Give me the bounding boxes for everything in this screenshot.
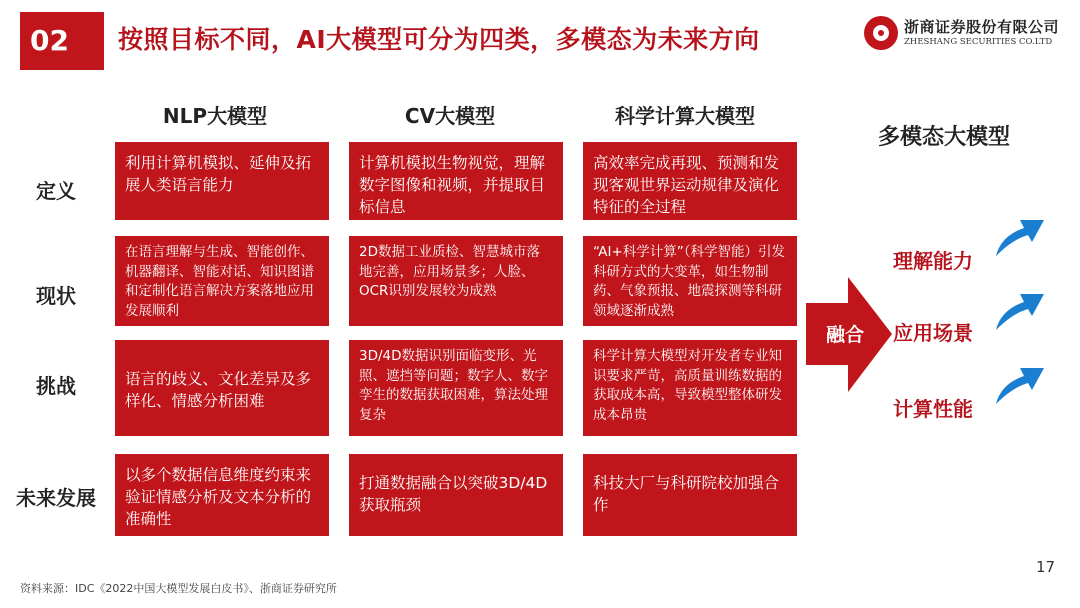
multimodal-title: 多模态大模型: [878, 125, 1011, 150]
row-header-definition: 定义: [36, 179, 76, 203]
cell-cv-challenge: 3D/4D数据识别面临变形、光照、遮挡等问题；数字人、数字孪生的数据获取困难，算法处理复杂: [349, 340, 563, 436]
upward-trend-arrow-icon: [992, 210, 1048, 260]
column-header-nlp: NLP大模型: [162, 104, 268, 128]
cell-cv-definition: 计算机模拟生物视觉，理解数字图像和视频，并提取目标信息: [349, 142, 563, 220]
section-number-badge: 02: [20, 12, 104, 70]
multimodal-item-scenarios: 应用场景: [893, 321, 973, 345]
row-header-future: 未来发展: [16, 486, 96, 510]
slide-title: 按照目标不同，AI大模型可分为四类，多模态为未来方向: [118, 25, 760, 54]
cell-science-challenge: 科学计算大模型对开发者专业知识要求严苛，高质量训练数据的获取成本高，导致模型整体研发成本昂贵: [583, 340, 797, 436]
upward-trend-arrow-icon: [992, 358, 1048, 408]
multimodal-item-understanding: 理解能力: [893, 249, 973, 273]
column-header-cv: CV大模型: [404, 104, 496, 128]
cell-cv-future: 打通数据融合以突破3D/4D获取瓶颈: [349, 454, 563, 536]
cell-nlp-future: 以多个数据信息维度约束来验证情感分析及文本分析的准确性: [115, 454, 329, 536]
cell-nlp-definition: 利用计算机模拟、延伸及拓展人类语言能力: [115, 142, 329, 220]
logo-name-en: ZHESHANG SECURITIES CO.LTD: [904, 37, 1053, 47]
cell-cv-status: 2D数据工业质检、智慧城市落地完善，应用场景多；人脸、OCR识别发展较为成熟: [349, 236, 563, 326]
cell-science-future: 科技大厂与科研院校加强合作: [583, 454, 797, 536]
source-note: 资料来源：IDC《2022中国大模型发展白皮书》、浙商证券研究所: [20, 582, 337, 595]
logo-mark-icon: [864, 16, 898, 50]
cell-nlp-status: 在语言理解与生成、智能创作、机器翻译、智能对话、知识图谱和定制化语言解决方案落地应用发展顺利: [115, 236, 329, 326]
logo-name-cn: 浙商证券股份有限公司: [904, 18, 1060, 36]
fusion-label: 融合: [826, 324, 865, 346]
column-header-science: 科学计算大模型: [615, 104, 755, 128]
company-logo: [864, 14, 1064, 56]
multimodal-item-performance: 计算性能: [893, 397, 973, 421]
upward-trend-arrow-icon: [992, 284, 1048, 334]
row-header-challenge: 挑战: [36, 374, 76, 398]
page-number: 17: [1036, 558, 1056, 576]
cell-science-status: “AI+科学计算”（科学智能）引发科研方式的大变革，如生物制药、气象预报、地震探测等科研领域逐渐成熟: [583, 236, 797, 326]
row-header-status: 现状: [36, 284, 76, 308]
cell-science-definition: 高效率完成再现、预测和发现客观世界运动规律及演化特征的全过程: [583, 142, 797, 220]
cell-nlp-challenge: 语言的歧义、文化差异及多样化、情感分析困难: [115, 340, 329, 436]
